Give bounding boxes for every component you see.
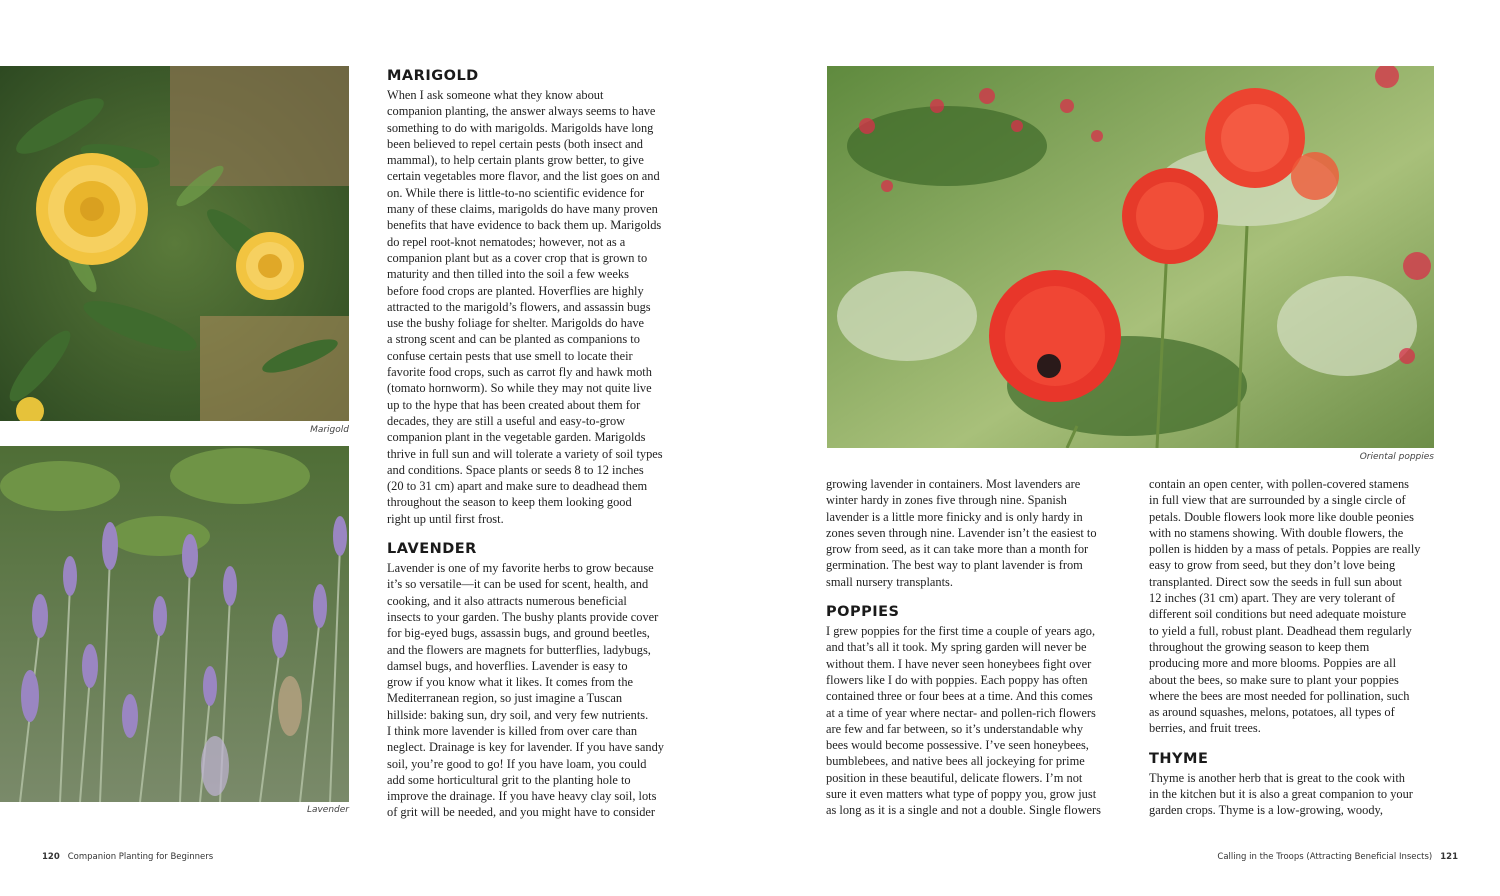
poppies-continued-body: contain an open center, with pollen-covered stamens in full view that are surrounded by a single circle of petals. Double flowers look more like double peonies with no stamens showing. With double flowers, the pollen is hidden by a mass of petals. Poppies are really easy to grow from seed, but they don’t love being transplanted. Direct sow the seeds in full sun about 12 inches (31 cm) apart. They are very tolerant of different soil conditions but need adequate moisture to yield a full, robust plant. Deadhead them regularly throughout the growing season to keep them producing more and more blooms. Poppies are all about the bees, so make sure to plant your poppies where the bees are most needed for pollination, such as around squashes, melons, potatoes, all types of berries, and fruit trees. bbox=[1149, 477, 1421, 736]
thyme-heading: THYME bbox=[1149, 750, 1209, 767]
left-text-column bbox=[387, 68, 687, 821]
poppies-caption: Oriental poppies bbox=[1359, 452, 1434, 462]
right-footer bbox=[1217, 852, 1458, 862]
marigold-caption: Marigold bbox=[310, 425, 349, 435]
left-page-number: 120 bbox=[42, 852, 60, 862]
right-text-column-1 bbox=[826, 476, 1126, 819]
lavender-photo bbox=[0, 446, 349, 802]
left-running-title: Companion Planting for Beginners bbox=[67, 852, 214, 862]
lavender-body: Lavender is one of my favorite herbs to grow because it’s so versatile—it can be used for scent, health, and cooking, and it also attracts numerous beneficial insects to your garden. The bushy plants provide cover for big-eyed bugs, assassin bugs, and ground beetles, and the flowers are magnets for butterflies, ladybugs, damsel bugs, and hoverflies. Lavender is easy to grow if you know what it likes. It comes from the Mediterranean region, so just imagine a Tuscan hillside: baking sun, dry soil, and very few nutrients. I think more lavender is killed from over care than neglect. Drainage is key for lavender. If you have sandy soil, you’re good to go! If you have loam, you could add some horticultural grit to the planting hole to improve the drainage. If you have heavy clay soil, lots of grit will be needed, and you might have to consider bbox=[387, 561, 664, 820]
poppies-body: I grew poppies for the first time a couple of years ago, and that’s all it took. My spring garden will never be without them. I have never seen honeybees fight over flowers like I do with poppies. Each poppy has often contained three or four bees at a time. And this comes at a time of year where nectar- and pollen-rich flowers are few and far between, so it’s understandable why bees would become possessive. I’ve seen honeybees, bumblebees, and native bees all jockeying for prime position in these beautiful, delicate flowers. I’m not sure it even matters what type of poppy you, grow just as long as it is a single and not a double. Single flowers bbox=[826, 624, 1101, 818]
left-footer bbox=[42, 852, 213, 862]
poppies-heading: POPPIES bbox=[826, 604, 900, 621]
marigold-body: When I ask someone what they know about companion planting, the answer always seems to have something to do with marigolds. Marigolds have long been believed to repel certain pests (both insect and mammal), to help certain plants grow better, to give certain vegetables more flavor, and the list goes on and on. While there is little-to-no scientific evidence for many of these claims, marigolds do have many proven benefits that have evidence to back them up. Marigolds do repel root-knot nematodes; however, not as a companion plant but as a cover crop that is grown to maturity and then tilled into the soil a few weeks before food crops are planted. Hoverflies are highly attracted to the marigold’s flowers, and assassin bugs use the bushy foliage for shelter. Marigolds do have a strong scent and can be planted as companions to confuse certain pests that use smell to locate their favorite food crops, such as carrot fly and hawk moth (tomato hornworm). So while they may not quite live up to the hype that has been created about them for decades, they are still a useful and easy-to-grow companion plant in the vegetable garden. Marigolds thrive in full sun and will tolerate a variety of soil types and conditions. Space plants or seeds 8 to 12 inches (20 to 31 cm) apart and make sure to deadhead them throughout the season to keep them looking good right up until first frost. bbox=[387, 88, 663, 526]
right-text-column-2 bbox=[1149, 476, 1449, 819]
lavender-caption: Lavender bbox=[306, 805, 349, 815]
right-page-number: 121 bbox=[1440, 852, 1458, 862]
lavender-heading: LAVENDER bbox=[387, 541, 477, 558]
poppies-photo bbox=[827, 66, 1434, 448]
marigold-heading: MARIGOLD bbox=[387, 68, 479, 84]
lavender-continued-body: growing lavender in containers. Most lavenders are winter hardy in zones five through nine. Spanish lavender is a little more finicky and is only hardy in zones seven through nine. Lavender isn’t the easiest to grow from seed, as it can take more than a month for germination. The best way to plant lavender is from small nursery transplants. bbox=[826, 477, 1097, 589]
thyme-body: Thyme is another herb that is great to the cook with in the kitchen but it is also a great companion to your garden crops. Thyme is a low-growing, woody, bbox=[1149, 770, 1413, 818]
right-running-title: Calling in the Troops (Attracting Beneficial Insects) bbox=[1217, 852, 1433, 862]
marigold-photo bbox=[0, 66, 349, 421]
